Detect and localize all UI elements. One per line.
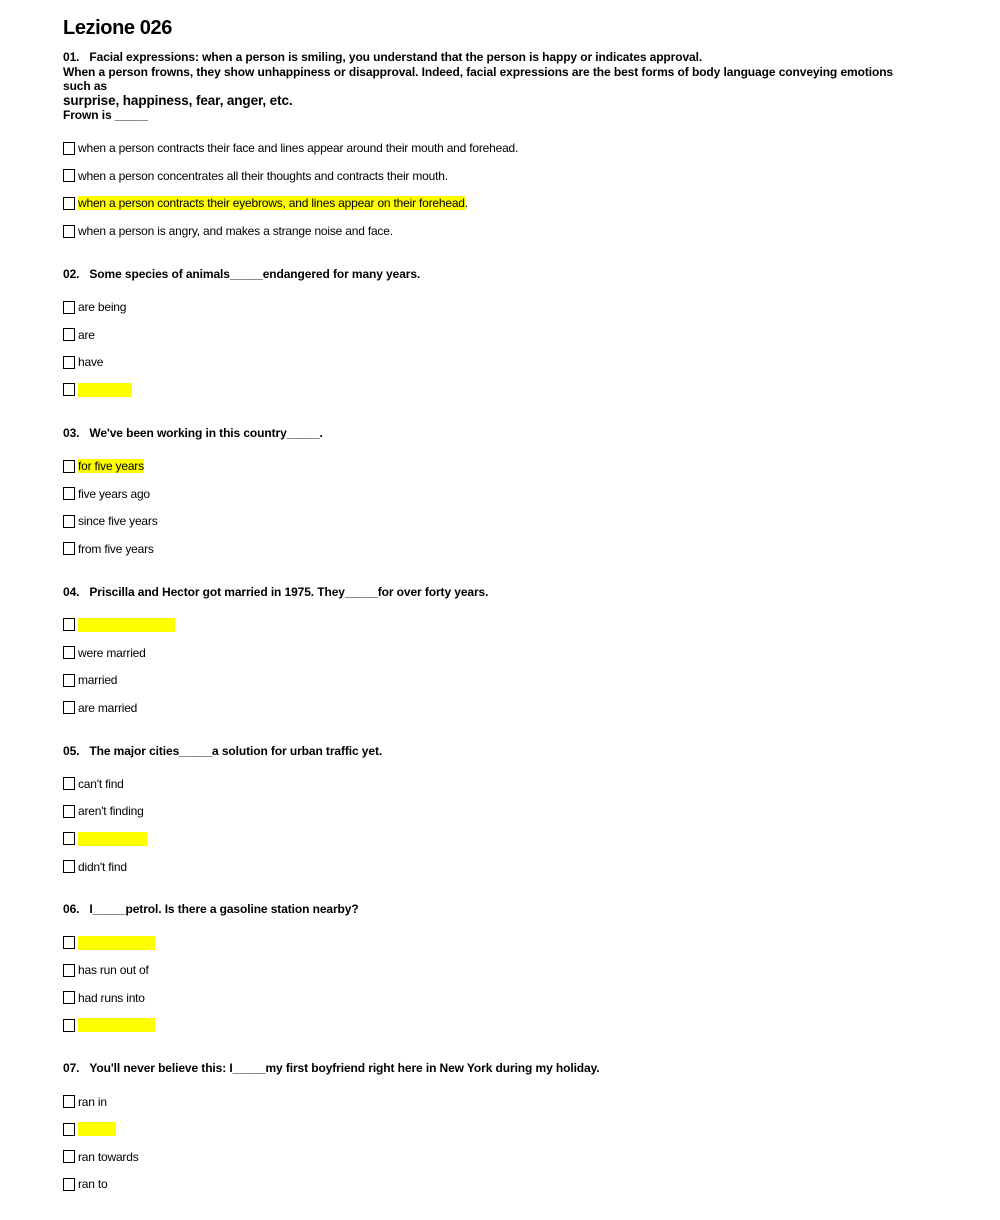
answer-option[interactable] <box>63 1012 893 1040</box>
answer-option[interactable] <box>63 321 893 349</box>
answer-checkbox[interactable] <box>63 169 75 182</box>
answer-label: have run out of <box>78 935 156 950</box>
question-line: Facial expressions: when a person is smiling, you understand that the person is happy or indicates approval. <box>89 50 703 64</box>
question-number: 03. <box>63 425 80 440</box>
answer-option[interactable] <box>63 1115 893 1143</box>
answer-option[interactable] <box>63 293 893 321</box>
answer-label: are <box>78 327 95 342</box>
question-line-emphasis: surprise, happiness, fear, anger, etc. <box>63 92 293 108</box>
question-text <box>63 426 893 441</box>
answer-option[interactable] <box>63 666 893 694</box>
answer-option[interactable] <box>63 639 893 667</box>
question-prompt: Some species of animals_____endangered for many years. <box>89 266 421 281</box>
question-text <box>63 744 893 759</box>
question-text <box>63 902 893 917</box>
quiz-page <box>63 16 893 1220</box>
question-number: 04. <box>63 584 80 599</box>
question-4 <box>63 585 893 722</box>
answer-label: can't find <box>78 776 124 791</box>
answer-label: have <box>78 355 104 370</box>
answer-label: ran towards <box>78 1149 139 1164</box>
answer-label: ran to <box>78 1177 108 1192</box>
answer-label: have been married <box>78 617 175 632</box>
answer-option[interactable] <box>63 535 893 563</box>
answer-label: didn't find <box>78 859 127 874</box>
answer-checkbox[interactable] <box>63 460 75 473</box>
question-prompt: The major cities_____a solution for urban traffic yet. <box>89 743 383 758</box>
answer-checkbox[interactable] <box>63 674 75 687</box>
question-prompt: Frown is _____ <box>63 108 148 122</box>
question-text <box>63 50 893 123</box>
answer-label: ran into <box>78 1122 117 1137</box>
answer-option[interactable] <box>63 162 893 190</box>
answer-checkbox[interactable] <box>63 383 75 396</box>
answer-label: when a person contracts their eyebrows, and lines appear on their forehead <box>78 196 465 211</box>
answer-label: are being <box>78 300 127 315</box>
question-line: When a person frowns, they show unhappiness or disapproval. Indeed, facial expressions are the best forms of body language conveying emotions such as <box>63 64 893 93</box>
answer-label: from five years <box>78 541 154 556</box>
answer-label: haven't found <box>78 831 148 846</box>
answer-checkbox[interactable] <box>63 777 75 790</box>
answer-option[interactable] <box>63 217 893 245</box>
answer-checkbox[interactable] <box>63 805 75 818</box>
answer-label: have run out of <box>78 1018 156 1033</box>
answer-checkbox[interactable] <box>63 1150 75 1163</box>
answer-checkbox[interactable] <box>63 515 75 528</box>
answer-label: aren't finding <box>78 804 144 819</box>
answer-label: were married <box>78 645 146 660</box>
answer-checkbox[interactable] <box>63 1019 75 1032</box>
answer-checkbox[interactable] <box>63 991 75 1004</box>
answer-option[interactable] <box>63 984 893 1012</box>
answer-checkbox[interactable] <box>63 701 75 714</box>
answer-option[interactable] <box>63 1171 893 1199</box>
answer-checkbox[interactable] <box>63 1123 75 1136</box>
answer-checkbox[interactable] <box>63 936 75 949</box>
answer-checkbox[interactable] <box>63 646 75 659</box>
answer-label-suffix: . <box>464 196 468 211</box>
answer-checkbox[interactable] <box>63 328 75 341</box>
answer-option[interactable] <box>63 376 893 404</box>
answer-option[interactable] <box>63 770 893 798</box>
question-number: 01. <box>63 50 80 64</box>
answer-checkbox[interactable] <box>63 142 75 155</box>
answer-label: when a person concentrates all their thoughts and contracts their mouth. <box>78 168 448 183</box>
answer-checkbox[interactable] <box>63 487 75 500</box>
answer-option[interactable] <box>63 452 893 480</box>
question-prompt: You'll never believe this: I_____my first boyfriend right here in New York during my holiday. <box>89 1061 600 1076</box>
answer-checkbox[interactable] <box>63 197 75 210</box>
question-3 <box>63 426 893 563</box>
answer-option[interactable] <box>63 480 893 508</box>
answer-label: since five years <box>78 514 158 529</box>
answer-option[interactable] <box>63 135 893 163</box>
question-text <box>63 267 893 282</box>
answer-option[interactable] <box>63 349 893 377</box>
answer-checkbox[interactable] <box>63 964 75 977</box>
answer-checkbox[interactable] <box>63 1178 75 1191</box>
question-6 <box>63 902 893 1039</box>
page-title: Lezione 026 <box>63 17 172 39</box>
question-number: 06. <box>63 902 80 917</box>
answer-checkbox[interactable] <box>63 225 75 238</box>
question-text <box>63 585 893 600</box>
question-7 <box>63 1061 893 1198</box>
answer-option[interactable] <box>63 853 893 881</box>
answer-label: has run out of <box>78 963 149 978</box>
answer-label: married <box>78 673 118 688</box>
question-text <box>63 1061 893 1076</box>
answer-checkbox[interactable] <box>63 542 75 555</box>
answer-option[interactable] <box>63 1143 893 1171</box>
answer-label: had runs into <box>78 990 145 1005</box>
answer-option[interactable] <box>63 798 893 826</box>
answer-checkbox[interactable] <box>63 301 75 314</box>
answer-option[interactable] <box>63 694 893 722</box>
question-number: 05. <box>63 743 80 758</box>
answer-checkbox[interactable] <box>63 356 75 369</box>
answer-label: when a person is angry, and makes a strange noise and face. <box>78 224 393 239</box>
question-list <box>63 50 893 1198</box>
answer-label: for five years <box>78 459 144 474</box>
answer-option[interactable] <box>63 507 893 535</box>
answer-label: ran in <box>78 1094 107 1109</box>
answer-option[interactable] <box>63 1088 893 1116</box>
answer-option[interactable] <box>63 929 893 957</box>
answer-checkbox[interactable] <box>63 860 75 873</box>
answer-checkbox[interactable] <box>63 618 75 631</box>
question-1 <box>63 50 893 245</box>
answer-label: when a person contracts their face and lines appear around their mouth and forehead. <box>78 141 519 156</box>
question-prompt: We've been working in this country_____. <box>89 425 323 440</box>
answer-option[interactable] <box>63 825 893 853</box>
answer-label: are married <box>78 700 138 715</box>
question-number: 02. <box>63 266 80 281</box>
answer-label: have been <box>78 382 133 397</box>
answer-checkbox[interactable] <box>63 832 75 845</box>
question-5 <box>63 744 893 881</box>
answer-label: five years ago <box>78 486 150 501</box>
answer-option[interactable] <box>63 611 893 639</box>
question-prompt: I_____petrol. Is there a gasoline station nearby? <box>89 902 359 917</box>
question-number: 07. <box>63 1061 80 1076</box>
question-prompt: Priscilla and Hector got married in 1975. They_____for over forty years. <box>89 584 489 599</box>
answer-option[interactable] <box>63 190 893 218</box>
answer-option[interactable] <box>63 956 893 984</box>
question-2 <box>63 267 893 404</box>
answer-checkbox[interactable] <box>63 1095 75 1108</box>
